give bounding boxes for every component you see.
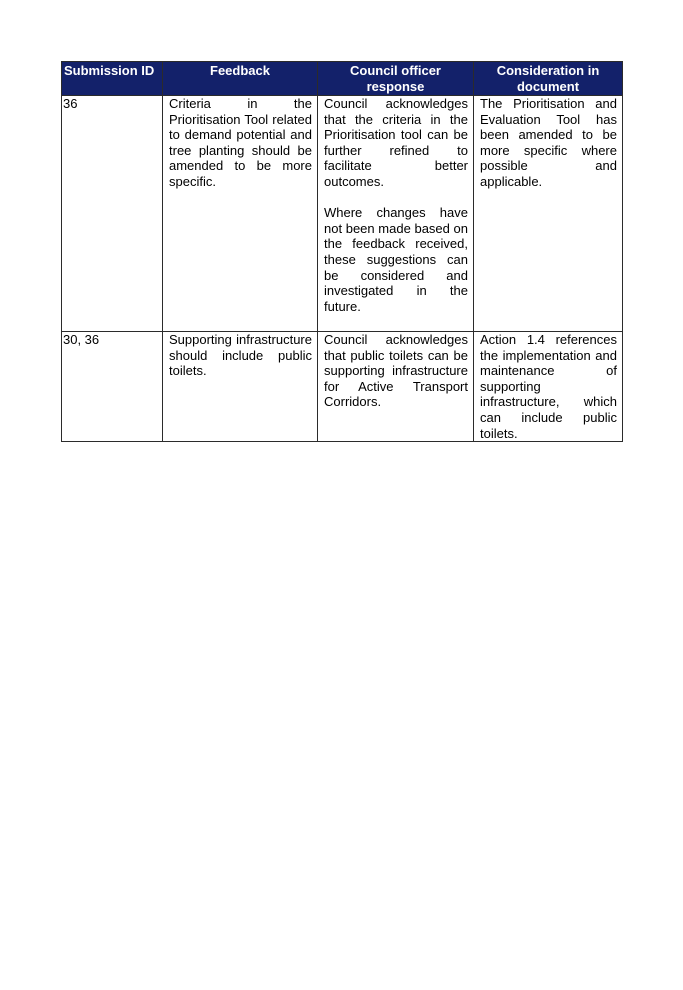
response-paragraph: Where changes have not been made based on the feedback received, these suggestions can be considered and investigated in the future. [324, 205, 468, 314]
feedback-text: Supporting infrastructure should include public toilets. [169, 332, 312, 379]
header-consideration-in-document: Consideration in document [474, 62, 623, 96]
submission-id-cell: 30, 36 [62, 332, 163, 442]
consideration-cell [474, 332, 623, 442]
submission-id-cell: 36 [62, 96, 163, 332]
consideration-text: The Prioritisation and Evaluation Tool has been amended to be more specific where possible and applicable. [480, 96, 617, 189]
feedback-cell [163, 332, 318, 442]
table-header-row [62, 62, 623, 96]
response-paragraph: Council acknowledges that the criteria in the Prioritisation tool can be further refined to facilitate better outcomes. [324, 96, 468, 189]
table-row [62, 96, 623, 332]
response-cell [318, 332, 474, 442]
header-feedback: Feedback [163, 62, 318, 96]
table-row [62, 332, 623, 442]
feedback-text: Criteria in the Prioritisation Tool related to demand potential and tree planting should be amended to be more specific. [169, 96, 312, 189]
header-council-officer-response: Council officer response [318, 62, 474, 96]
response-cell [318, 96, 474, 332]
response-paragraph: Council acknowledges that public toilets can be supporting infrastructure for Active Transport Corridors. [324, 332, 468, 410]
feedback-table [61, 61, 623, 442]
consideration-cell [474, 96, 623, 332]
feedback-cell [163, 96, 318, 332]
header-submission-id: Submission ID [62, 62, 163, 96]
consideration-text: Action 1.4 references the implementation and maintenance of supporting infrastructure, which can include public toilets. [480, 332, 617, 441]
